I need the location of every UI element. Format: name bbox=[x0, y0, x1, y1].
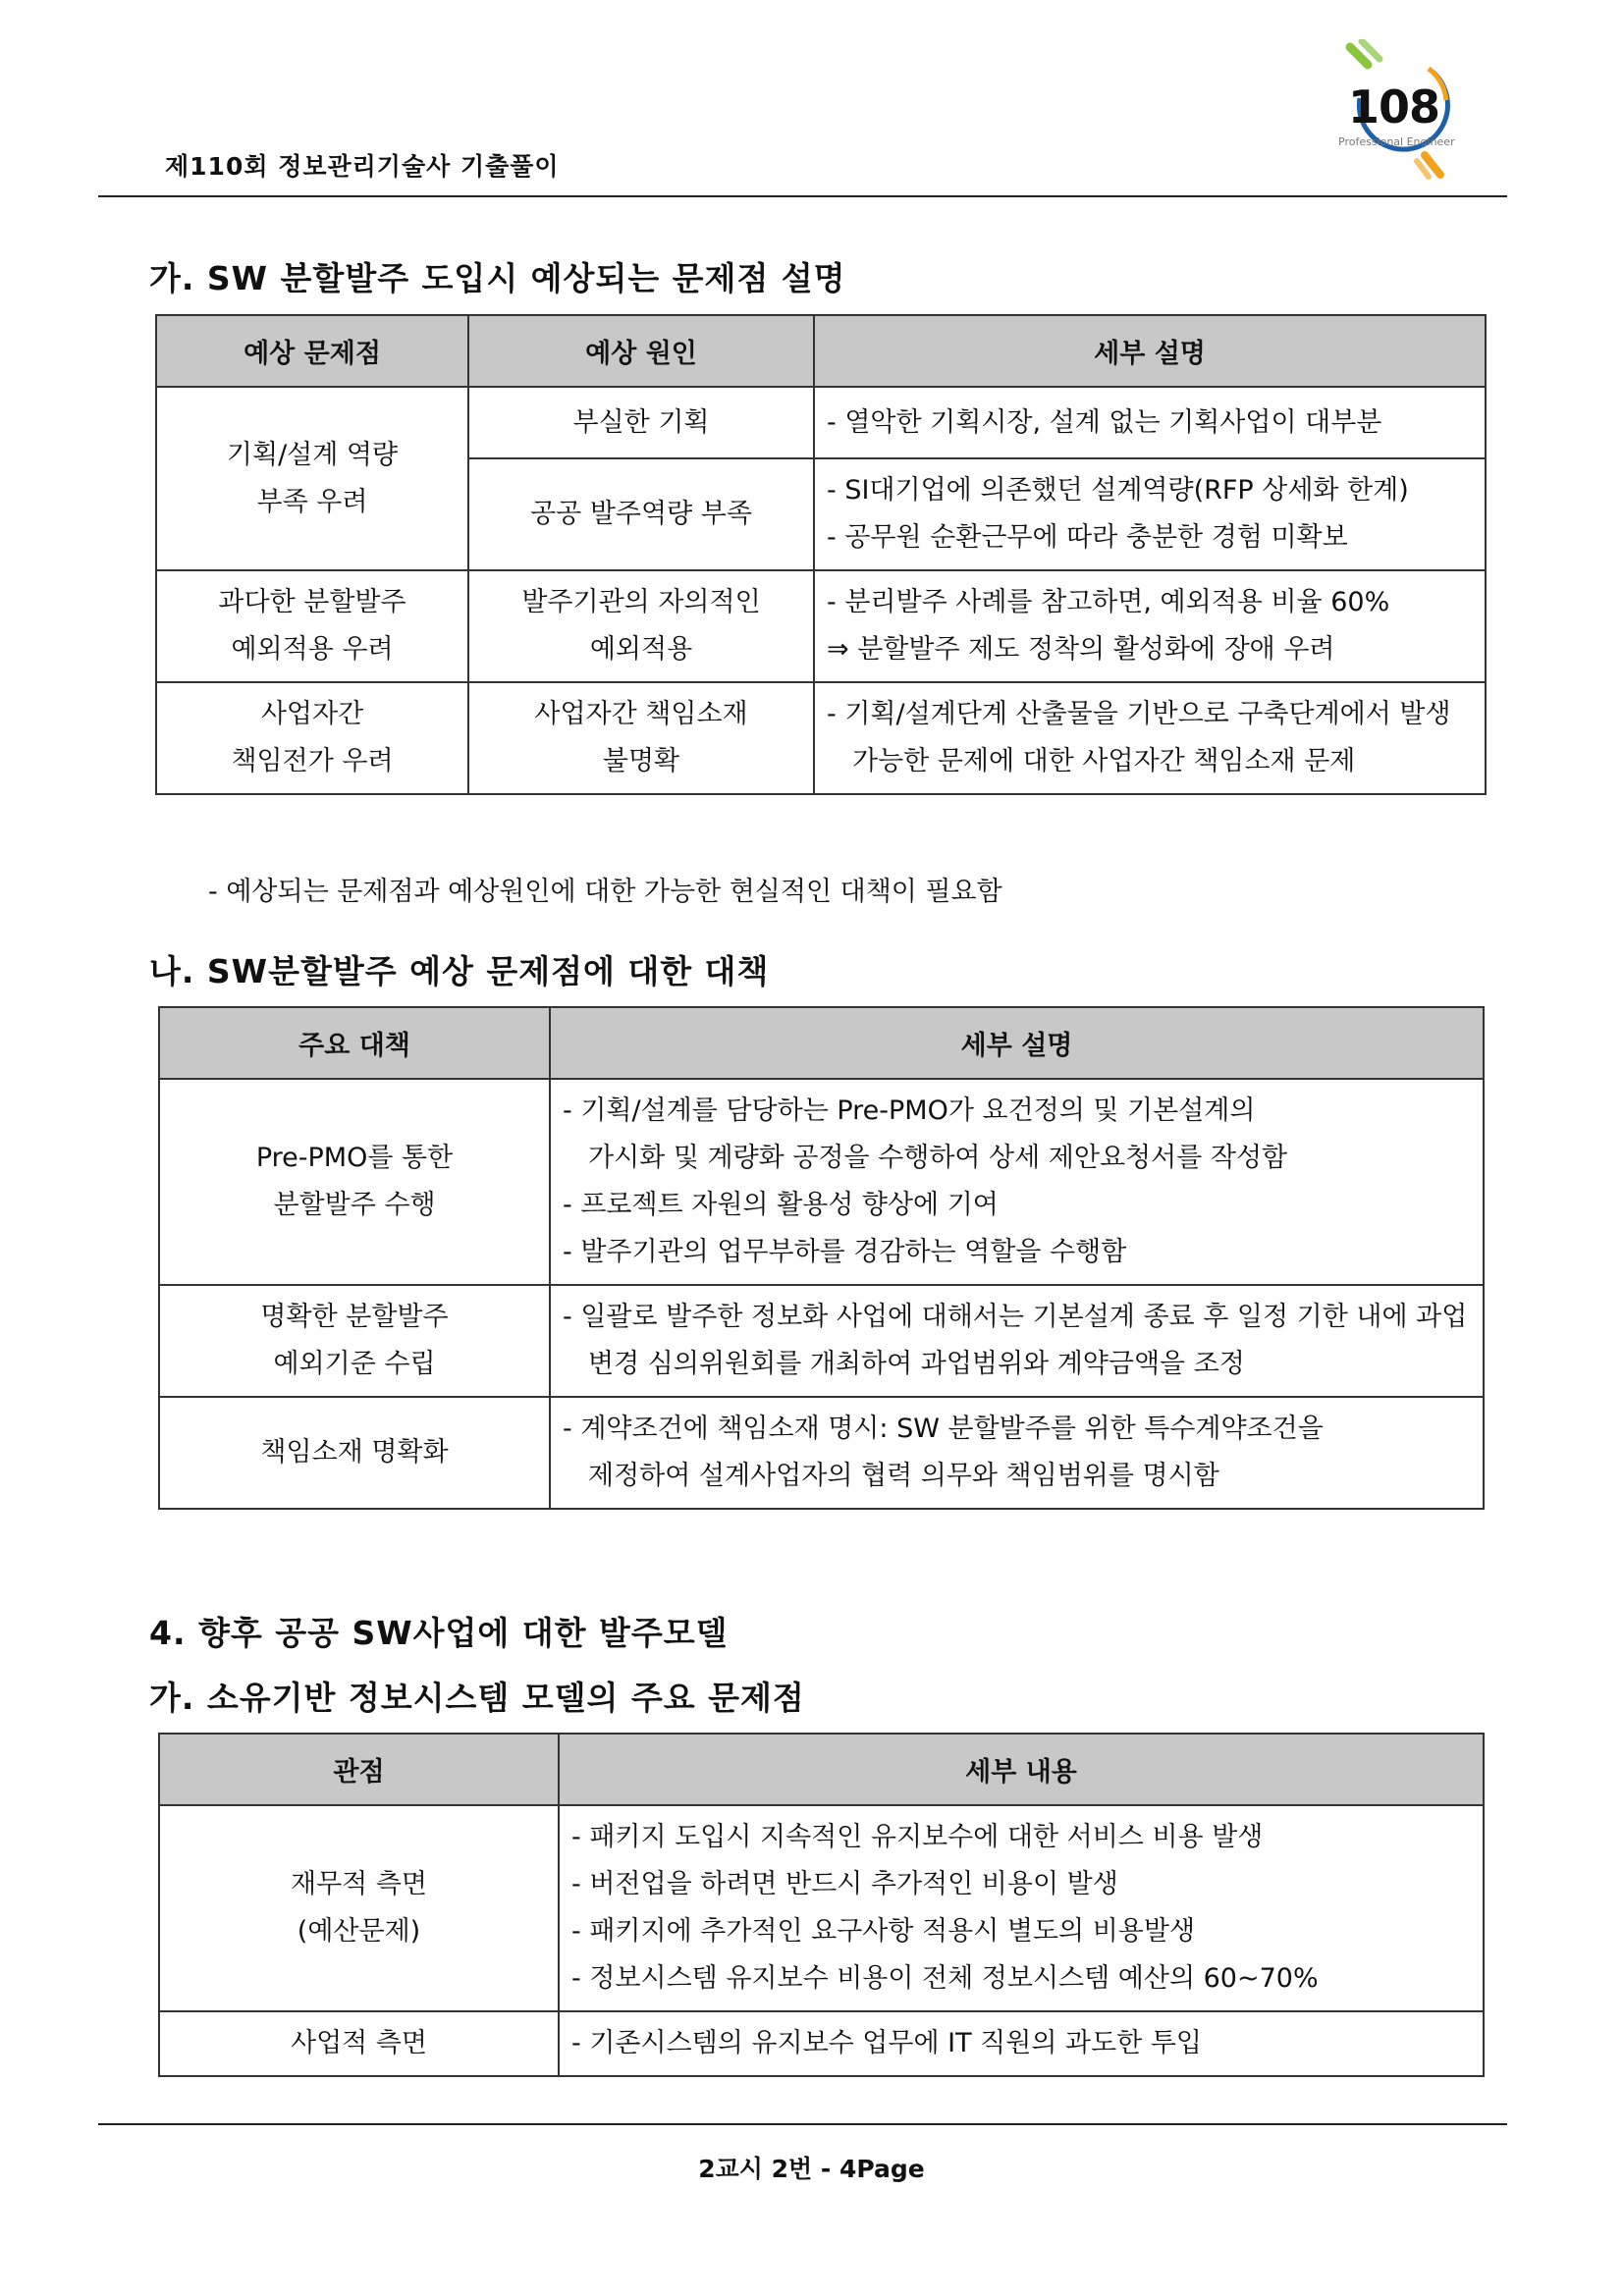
cell-line: 명확한 분할발주 bbox=[260, 1302, 449, 1332]
table-row bbox=[159, 1397, 1484, 1509]
logo-108 bbox=[1330, 39, 1468, 187]
cause-cell: 부실한 기획 bbox=[468, 387, 814, 458]
detail-cell bbox=[814, 570, 1486, 682]
table-row bbox=[159, 1079, 1484, 1285]
cause-cell: 공공 발주역량 부족 bbox=[468, 458, 814, 570]
cell-line: 불명확 bbox=[602, 746, 680, 776]
cell-line: 제정하여 설계사업자의 협력 의무와 책임범위를 명시함 bbox=[588, 1461, 1219, 1491]
cell-line: - 버전업을 하려면 반드시 추가적인 비용이 발생 bbox=[571, 1869, 1118, 1899]
detail-cell bbox=[814, 387, 1486, 458]
table-header-row bbox=[156, 315, 1486, 387]
detail-cell bbox=[550, 1079, 1484, 1285]
header-cell: 주요 대책 bbox=[159, 1007, 550, 1079]
detail-cell bbox=[559, 2011, 1484, 2076]
cell-paragraph: - 일괄로 발주한 정보화 사업에 대해서는 기본설계 종료 후 일정 기한 내에 과업변경 심의위원회를 개최하여 과업범위와 계약금액을 조정 bbox=[563, 1302, 1468, 1379]
header-cell: 세부 설명 bbox=[814, 315, 1486, 387]
cell-line: 예외적용 우려 bbox=[231, 634, 394, 665]
cell-line: 분할발주 수행 bbox=[273, 1190, 436, 1220]
detail-cell bbox=[550, 1285, 1484, 1397]
header-cell: 관점 bbox=[159, 1734, 559, 1805]
cell-line: 부족 우려 bbox=[256, 486, 368, 517]
cell-line: - 정보시스템 유지보수 비용이 전체 정보시스템 예산의 60~70% bbox=[571, 1963, 1319, 1994]
cell-line: - 프로젝트 자원의 활용성 향상에 기여 bbox=[563, 1190, 999, 1220]
cell-line: 사업자간 bbox=[260, 699, 364, 729]
cause-cell bbox=[468, 682, 814, 794]
cell-line: - 패키지 도입시 지속적인 유지보수에 대한 서비스 비용 발생 bbox=[571, 1822, 1264, 1852]
measure-cell: 책임소재 명확화 bbox=[159, 1397, 550, 1509]
table-row bbox=[159, 1285, 1484, 1397]
cell-line: 재무적 측면 bbox=[291, 1869, 427, 1899]
cell-line: - 공무원 순환근무에 따라 충분한 경험 미확보 bbox=[827, 522, 1348, 553]
cell-line: - 계약조건에 책임소재 명시: SW 분할발주를 위한 특수계약조건을 bbox=[563, 1414, 1324, 1444]
measure-cell bbox=[159, 1079, 550, 1285]
cell-line: ⇒ 분할발주 제도 정착의 활성화에 장애 우려 bbox=[827, 634, 1335, 665]
table-row bbox=[156, 682, 1486, 794]
problem-cell bbox=[156, 570, 468, 682]
cell-line: - 분리발주 사례를 참고하면, 예외적용 비율 60% bbox=[827, 587, 1390, 617]
problems-table bbox=[155, 314, 1487, 795]
view-cell bbox=[159, 1805, 559, 2011]
ownership-problems-table bbox=[158, 1733, 1485, 2077]
detail-cell bbox=[559, 1805, 1484, 2011]
table-row bbox=[156, 387, 1486, 458]
cell-line: 예외적용 bbox=[589, 634, 693, 665]
cell-paragraph: - 기획/설계단계 산출물을 기반으로 구축단계에서 발생 가능한 문제에 대한 사업자간 책임소재 문제 bbox=[827, 699, 1451, 776]
header-cell: 세부 설명 bbox=[550, 1007, 1484, 1079]
page-footer: 2교시 2번 - 4Page bbox=[698, 2155, 925, 2183]
view-cell: 사업적 측면 bbox=[159, 2011, 559, 2076]
section-na-title: 나. SW분할발주 예상 문제점에 대한 대책 bbox=[149, 952, 770, 990]
header-cell: 예상 문제점 bbox=[156, 315, 468, 387]
table-header-row bbox=[159, 1007, 1484, 1079]
cell-line: - 패키지에 추가적인 요구사항 적용시 별도의 비용발생 bbox=[571, 1916, 1196, 1947]
detail-cell bbox=[814, 458, 1486, 570]
cell-line: 과다한 분할발주 bbox=[218, 587, 406, 617]
header-divider bbox=[98, 195, 1507, 197]
cell-line: Pre-PMO를 통한 bbox=[255, 1143, 454, 1173]
section-ga1-title: 가. SW 분할발주 도입시 예상되는 문제점 설명 bbox=[149, 259, 846, 297]
cell-line: 사업자간 책임소재 bbox=[534, 699, 748, 729]
header-cell: 예상 원인 bbox=[468, 315, 814, 387]
cell-line: (예산문제) bbox=[297, 1916, 421, 1947]
cell-line: - 발주기관의 업무부하를 경감하는 역할을 수행함 bbox=[563, 1237, 1127, 1267]
measures-table bbox=[158, 1006, 1485, 1510]
header-cell: 세부 내용 bbox=[559, 1734, 1484, 1805]
section-ga1-note: - 예상되는 문제점과 예상원인에 대한 가능한 현실적인 대책이 필요함 bbox=[208, 877, 1002, 907]
footer-divider bbox=[98, 2123, 1507, 2125]
problem-cell bbox=[156, 682, 468, 794]
cell-line: 발주기관의 자의적인 bbox=[521, 587, 761, 617]
table-header-row bbox=[159, 1734, 1484, 1805]
cause-cell bbox=[468, 570, 814, 682]
cell-line: 가시화 및 계량화 공정을 수행하여 상세 제안요청서를 작성함 bbox=[588, 1143, 1288, 1173]
problem-cell bbox=[156, 387, 468, 570]
table-row bbox=[159, 1805, 1484, 2011]
table-row bbox=[159, 2011, 1484, 2076]
cell-line: - 기존시스템의 유지보수 업무에 IT 직원의 과도한 투입 bbox=[571, 2028, 1202, 2058]
measure-cell bbox=[159, 1285, 550, 1397]
detail-cell bbox=[814, 682, 1486, 794]
logo-subtitle: Professional Engineer bbox=[1338, 135, 1455, 148]
section-ga2-title: 가. 소유기반 정보시스템 모델의 주요 문제점 bbox=[149, 1679, 805, 1717]
cell-line: 책임전가 우려 bbox=[231, 746, 394, 776]
document-header-title: 제110회 정보관리기술사 기출풀이 bbox=[165, 152, 560, 181]
cell-line: - 열악한 기획시장, 설계 없는 기획사업이 대부분 bbox=[827, 406, 1382, 438]
detail-cell bbox=[550, 1397, 1484, 1509]
section-4-title: 4. 향후 공공 SW사업에 대한 발주모델 bbox=[149, 1614, 729, 1652]
logo-number: 108 bbox=[1348, 80, 1440, 133]
cell-line: 예외기준 수립 bbox=[273, 1349, 436, 1379]
cell-line: - 기획/설계를 담당하는 Pre-PMO가 요건정의 및 기본설계의 bbox=[563, 1095, 1256, 1126]
table-row bbox=[156, 570, 1486, 682]
cell-line: 기획/설계 역량 bbox=[226, 439, 399, 470]
cell-line: - SI대기업에 의존했던 설계역량(RFP 상세화 한계) bbox=[827, 475, 1409, 506]
